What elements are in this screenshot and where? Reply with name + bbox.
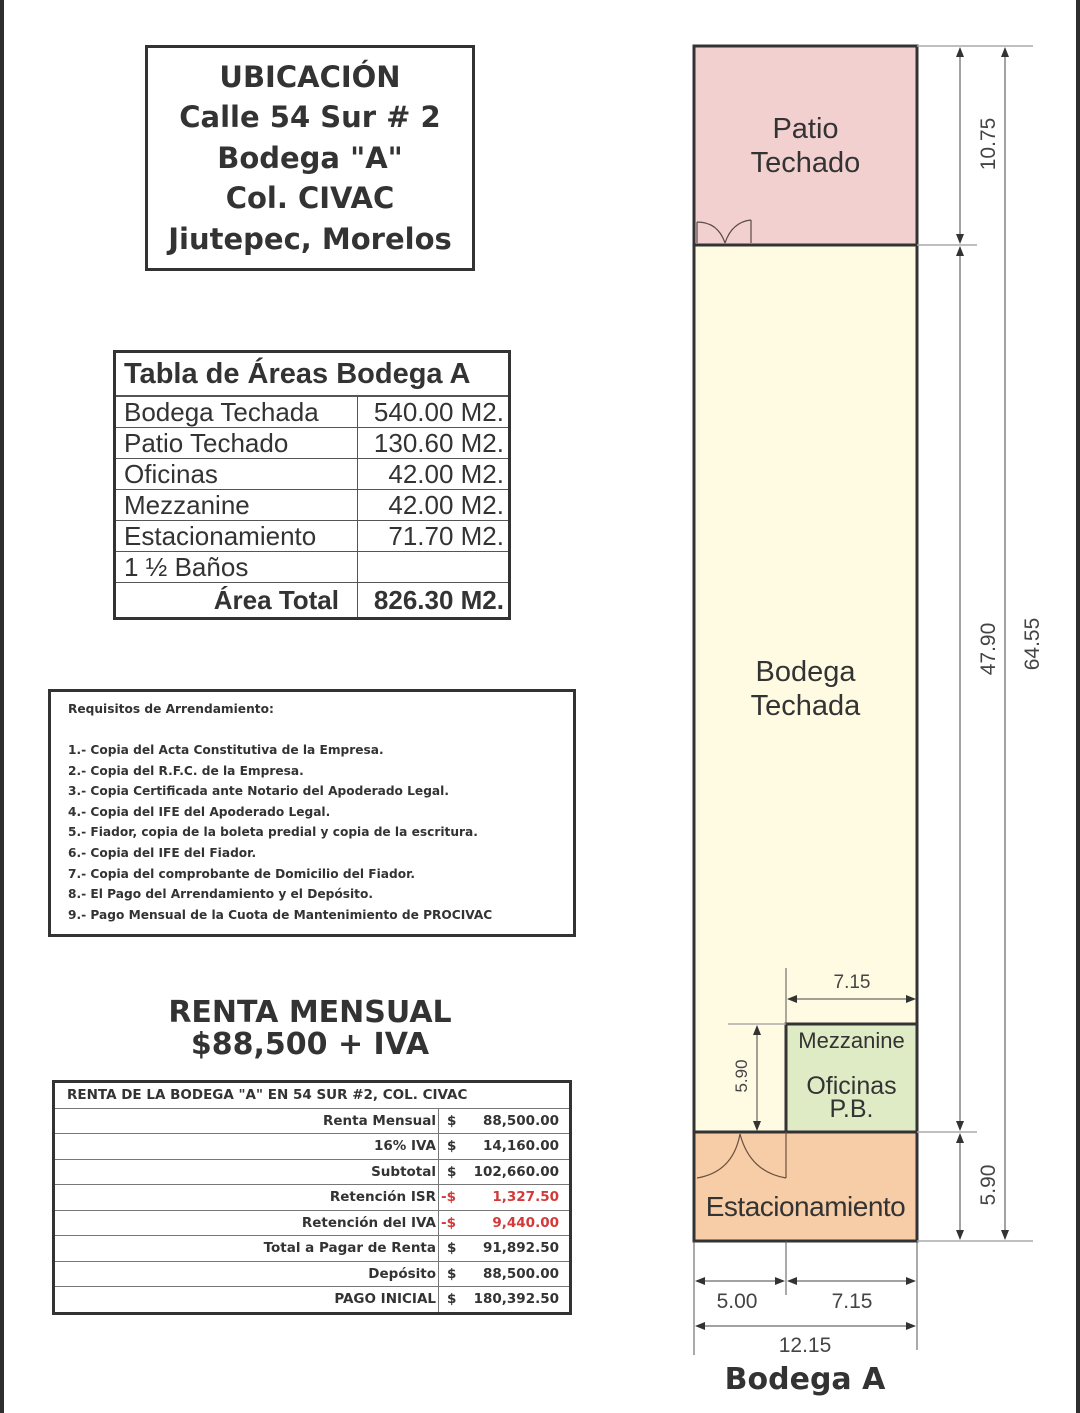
room-label-bodega — [694, 655, 917, 723]
requirement-item: 2.- Copia del R.F.C. de la Empresa. — [68, 763, 304, 778]
location-city: Jiutepec, Morelos — [168, 221, 452, 256]
requirement-item: 3.- Copia Certificada ante Notario del Apoderado Legal. — [68, 784, 449, 799]
room-label-line: Patio — [772, 113, 839, 145]
dim-label-left-width: 5.00 — [716, 1290, 758, 1313]
dim-label-total-depth: 64.55 — [1021, 617, 1044, 671]
area-value: 42.00 M2. — [358, 490, 510, 521]
rent-row-label: Subtotal — [54, 1159, 439, 1185]
requirement-item: 7.- Copia del comprobante de Domicilio del Fiador. — [68, 866, 415, 881]
dim-label-estacionamiento: 5.90 — [977, 1164, 1000, 1206]
dim-label-patio: 10.75 — [977, 117, 1000, 171]
location-street: Calle 54 Sur # 2 — [179, 100, 441, 135]
currency-symbol: $ — [447, 1240, 457, 1256]
area-label: Mezzanine — [115, 490, 358, 521]
amount-value: 88,500.00 — [482, 1112, 559, 1129]
location-colonia: Col. CIVAC — [225, 181, 395, 216]
room-label-line: Bodega — [755, 656, 856, 688]
dim-label-oficinas-depth: 5.90 — [732, 1059, 751, 1093]
area-label: Oficinas — [115, 459, 358, 490]
dim-label-bodega: 47.90 — [977, 622, 1000, 676]
rent-headline-amount: $88,500 + IVA — [190, 1027, 430, 1062]
requirement-item: 1.- Copia del Acta Constitutiva de la Empresa. — [68, 743, 384, 757]
area-total-label: Área Total — [115, 583, 358, 619]
rent-row-label: Renta Mensual — [54, 1108, 439, 1134]
amount-value: 102,660.00 — [473, 1163, 559, 1180]
currency-symbol: -$ — [441, 1189, 456, 1205]
requirement-item: 4.- Copia del IFE del Apoderado Legal. — [68, 804, 331, 819]
room-label-oficinas — [786, 1072, 917, 1123]
room-label-mezzanine: Mezzanine — [798, 1028, 905, 1053]
area-label: 1 ½ Baños — [115, 552, 358, 583]
area-label: Bodega Techada — [115, 396, 358, 428]
currency-symbol: $ — [447, 1265, 457, 1282]
room-label-estacionamiento: Estacionamiento — [705, 1191, 906, 1222]
amount-value: 88,500.00 — [482, 1265, 559, 1282]
currency-symbol: $ — [447, 1163, 457, 1180]
area-value: 540.00 M2. — [358, 396, 510, 428]
room-label-line: Techada — [750, 690, 861, 722]
requirements-title: Requisitos de Arrendamiento: — [68, 702, 274, 716]
area-value: 71.70 M2. — [358, 521, 510, 552]
room-label-line: Techado — [750, 147, 861, 179]
area-label: Patio Techado — [115, 428, 358, 459]
rent-table-header: RENTA DE LA BODEGA "A" EN 54 SUR #2, COL. CIVAC — [54, 1082, 571, 1109]
location-unit: Bodega "A" — [217, 140, 403, 175]
areas-table-title: Tabla de Áreas Bodega A — [115, 352, 510, 397]
area-label: Estacionamiento — [115, 521, 358, 552]
rent-headline-title: RENTA MENSUAL — [168, 995, 452, 1030]
dim-label-right-width: 7.15 — [831, 1290, 873, 1313]
requirement-item: 8.- El Pago del Arrendamiento y el Depósito. — [68, 887, 373, 902]
currency-symbol: $ — [447, 1291, 457, 1307]
location-heading: UBICACIÓN — [219, 59, 401, 94]
rent-row-label: Retención del IVA — [54, 1210, 439, 1236]
room-label-line: P.B. — [829, 1095, 874, 1123]
requirement-item: 6.- Copia del IFE del Fiador. — [68, 845, 257, 860]
amount-value: 180,392.50 — [473, 1291, 559, 1307]
area-total-value: 826.30 M2. — [358, 583, 510, 619]
rent-row-label: Depósito — [54, 1261, 439, 1287]
amount-value: 1,327.50 — [492, 1189, 559, 1205]
requirement-item: 9.- Pago Mensual de la Cuota de Mantenimiento de PROCIVAC — [68, 907, 493, 922]
currency-symbol: -$ — [441, 1214, 456, 1231]
room-label-patio — [694, 112, 917, 180]
rent-row-label: 16% IVA — [54, 1134, 439, 1160]
amount-value: 9,440.00 — [492, 1214, 559, 1231]
room-estacionamiento — [694, 1132, 917, 1241]
amount-value: 91,892.50 — [482, 1240, 559, 1256]
rent-row-label: Total a Pagar de Renta — [54, 1236, 439, 1262]
rent-row-label: Retención ISR — [54, 1185, 439, 1211]
floor-plan-title: Bodega A — [724, 1362, 886, 1397]
currency-symbol: $ — [447, 1112, 457, 1129]
rent-row-label: PAGO INICIAL — [54, 1287, 439, 1314]
amount-value: 14,160.00 — [482, 1138, 559, 1154]
dim-label-oficinas-width: 7.15 — [833, 972, 871, 993]
dim-label-total-width: 12.15 — [778, 1334, 832, 1357]
area-value: 130.60 M2. — [358, 428, 510, 459]
requirement-item: 5.- Fiador, copia de la boleta predial y copia de la escritura. — [68, 825, 478, 840]
room-label-line: Oficinas — [806, 1072, 897, 1100]
area-value: 42.00 M2. — [358, 459, 510, 490]
currency-symbol: $ — [447, 1138, 457, 1154]
